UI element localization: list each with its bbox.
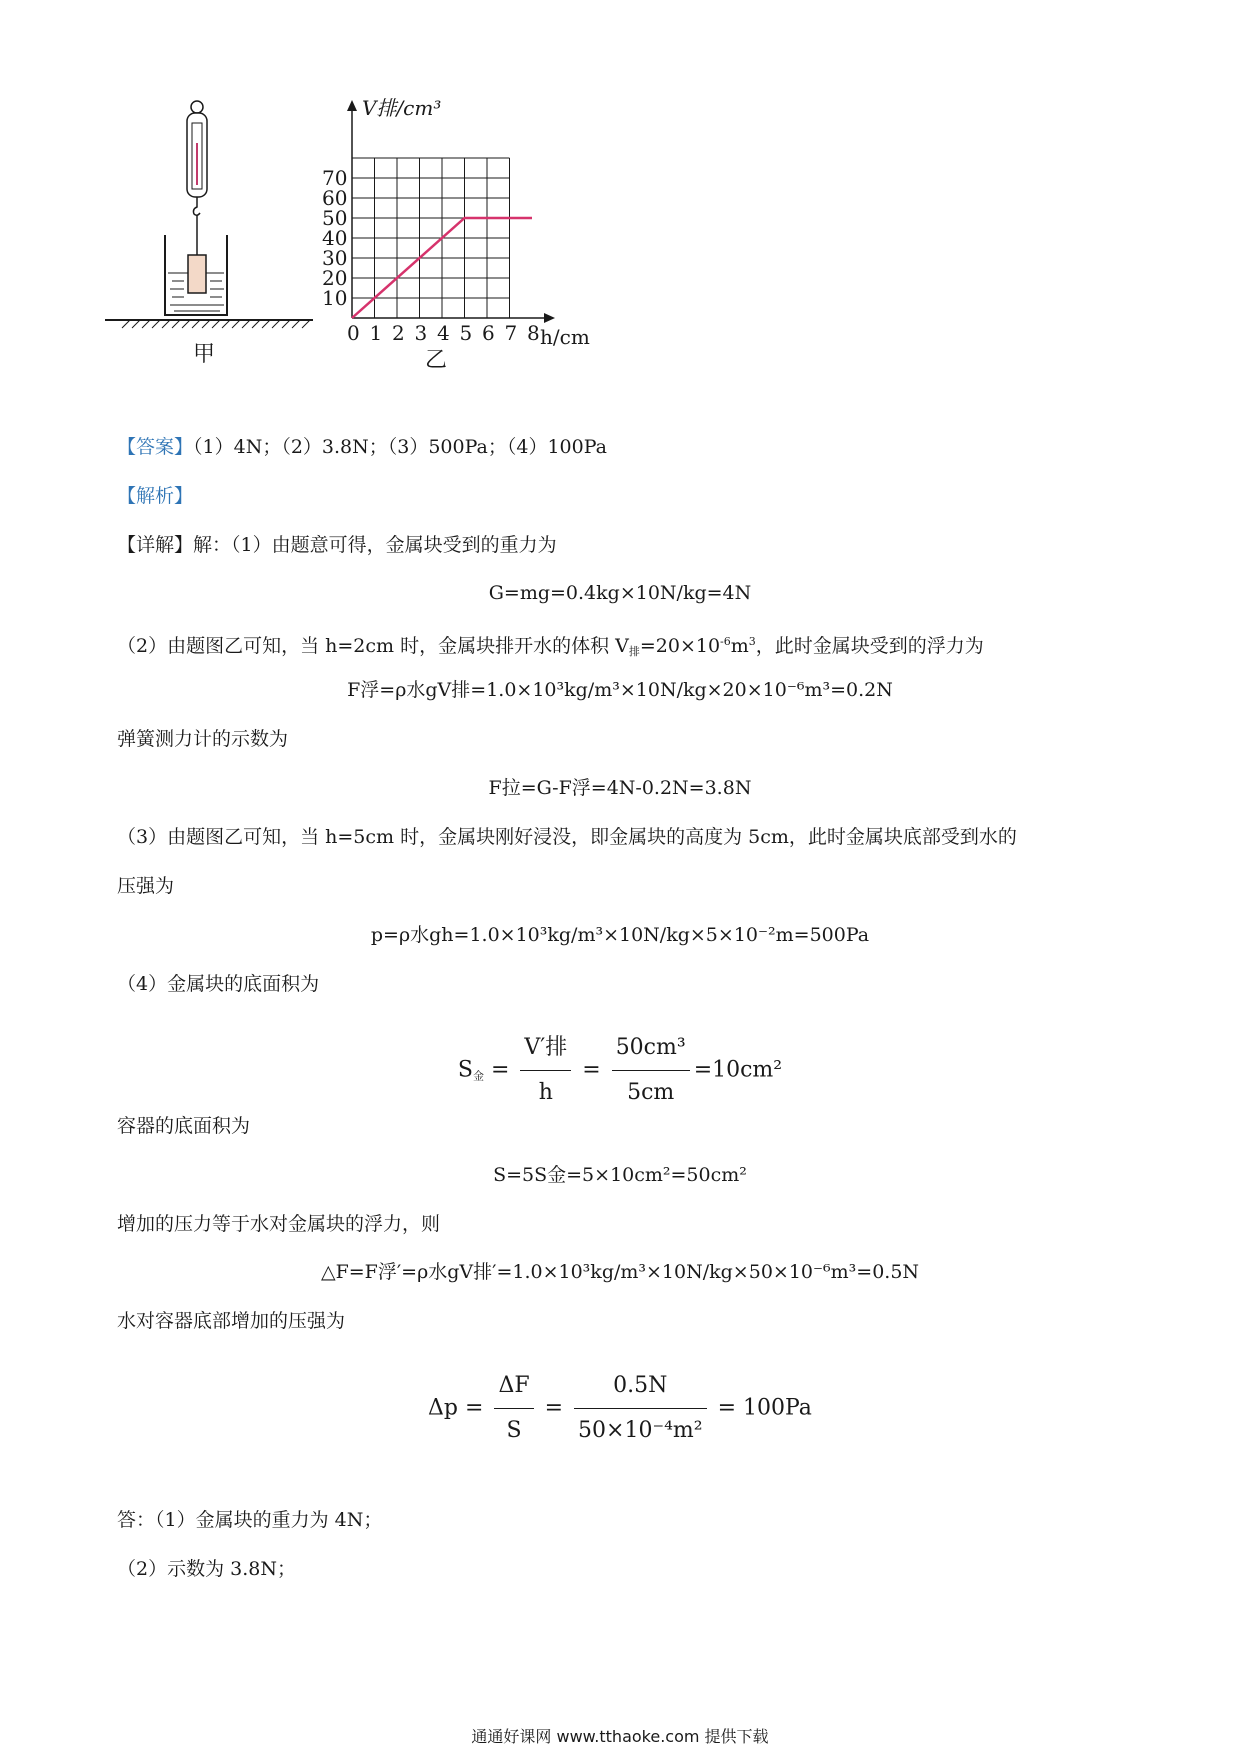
eq-delta-f: △F=F浮′=ρ水gV排′=1.0×10³kg/m³×10N/kg×50×10⁻⁶m³=0.5N <box>320 1261 920 1283</box>
p2-b: 排 <box>628 645 640 658</box>
eq8-frac1: $\frac{\Delta F}{S}$ <box>494 1366 533 1451</box>
y-tick-label: 10 <box>322 286 348 310</box>
eq-tension: F拉=G-F浮=4N-0.2N=3.8N <box>488 777 752 799</box>
caption-yi: 乙 <box>425 348 448 373</box>
detail-p3: 弹簧测力计的示数为 <box>117 728 289 750</box>
x-tick-label: 1 <box>369 321 383 345</box>
detail-tag: 【详解】 <box>117 534 194 556</box>
eq8-rhs: = 100Pa <box>717 1395 812 1421</box>
eq5-rhs: =10cm² <box>693 1057 783 1083</box>
detail-p5: （4）金属块的底面积为 <box>117 973 320 995</box>
x-tick-label: 0 <box>347 321 360 345</box>
answer-line <box>117 433 607 461</box>
detail-p4b: 压强为 <box>117 875 175 897</box>
y-axis-arrow <box>347 100 357 111</box>
x-tick-label: 3 <box>414 321 428 345</box>
x-axis-label: h/cm <box>540 325 590 349</box>
detail-p8: 水对容器底部增加的压强为 <box>117 1310 346 1332</box>
p2-a: （2）由题图乙可知，当 h=2cm 时，金属块排开水的体积 V <box>117 635 629 657</box>
y-axis-label: V排/cm³ <box>362 96 442 120</box>
eq5-frac1: $\frac{\text{V′排}}{h}$ <box>520 1028 571 1113</box>
p2-g: ，此时金属块受到的浮力为 <box>755 635 984 657</box>
p2-f: 3 <box>748 635 756 648</box>
x-tick-label: 7 <box>504 321 518 345</box>
x-tick-label: 6 <box>482 321 495 345</box>
y-tick-label: 50 <box>322 206 348 230</box>
page-footer: 通通好课网 www.tthaoke.com 提供下载 <box>471 1727 769 1746</box>
conclusion-2: （2）示数为 3.8N； <box>117 1558 296 1580</box>
eq-delta-p: Δp = $\frac{\Delta F}{S}$ = $\frac{0.5N}{\text{50×10⁻⁴m²}}$ = 100Pa <box>0 1366 1240 1451</box>
answer-text: （1）4N；（2）3.8N；（3）500Pa；（4）100Pa <box>193 436 607 458</box>
y-tick-label: 70 <box>322 166 348 190</box>
eq-pressure: p=ρ水gh=1.0×10³kg/m³×10N/kg×5×10⁻²m=500Pa <box>370 924 870 946</box>
y-tick-label: 60 <box>322 186 348 210</box>
p2-c: =20×10 <box>639 635 721 657</box>
eq-gravity: G=mg=0.4kg×10N/kg=4N <box>488 582 752 604</box>
eq8-frac2: $\frac{0.5N}{\text{50×10⁻⁴m²}}$ <box>574 1366 707 1451</box>
x-axis-arrow <box>544 313 555 323</box>
detail-p2 <box>117 628 984 666</box>
p2-e: m <box>730 635 749 657</box>
eq-area: $S_金$ = $\frac{\text{V′排}}{h}$ = $\frac{\text{50cm³}}{5cm}$ =10cm² <box>0 1028 1240 1113</box>
answer-tag: 【答案】 <box>117 436 194 458</box>
caption-jia: 甲 <box>193 342 216 367</box>
eq-container-area: S=5S金=5×10cm²=50cm² <box>493 1164 747 1186</box>
detail-p7: 增加的压力等于水对金属块的浮力，则 <box>117 1213 441 1235</box>
eq5-frac2: $\frac{\text{50cm³}}{5cm}$ <box>612 1028 690 1113</box>
conclusion-1: 答：（1）金属块的重力为 4N； <box>117 1509 383 1531</box>
x-tick-label: 5 <box>459 321 473 345</box>
detail-p1 <box>117 531 557 559</box>
p2-d: -6 <box>720 635 731 648</box>
figure-area <box>100 95 720 415</box>
spring-scale-apparatus <box>105 101 313 328</box>
eq5-lhs-sub: 金 <box>472 1069 484 1083</box>
detail-p1-text: 解：（1）由题意可得，金属块受到的重力为 <box>193 534 557 556</box>
eq8-lhs: Δp = <box>428 1395 484 1421</box>
x-tick-label: 4 <box>437 321 450 345</box>
detail-p4a: （3）由题图乙可知，当 h=5cm 时，金属块刚好浸没，即金属块的高度为 5cm，此时金属块底部受到水的 <box>117 826 1017 848</box>
eq5-lhs: S <box>457 1057 473 1083</box>
x-tick-label: 8 <box>527 321 540 345</box>
y-tick-label: 20 <box>322 266 348 290</box>
y-tick-label: 40 <box>322 226 348 250</box>
v-h-chart <box>322 96 590 349</box>
y-tick-label: 30 <box>322 246 348 270</box>
eq-buoyancy: F浮=ρ水gV排=1.0×10³kg/m³×10N/kg×20×10⁻⁶m³=0.2N <box>347 679 893 701</box>
analysis-tag: 【解析】 <box>117 485 194 507</box>
detail-p6: 容器的底面积为 <box>117 1115 251 1137</box>
x-tick-label: 2 <box>392 321 405 345</box>
